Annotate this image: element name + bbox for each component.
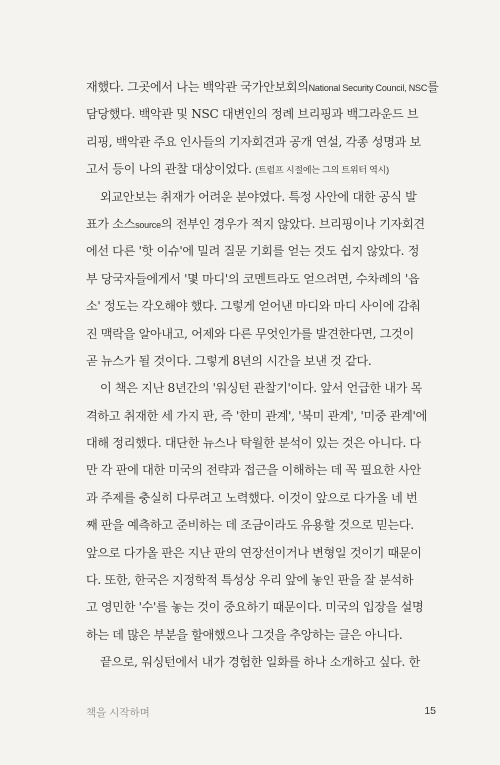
line-text: 끝으로, 워싱턴에서 내가 경험한 일화를 하나 소개하고 싶다. 한 (100, 655, 421, 670)
line-text: 담당했다. 백악관 및 NSC 대변인의 정례 브리핑과 백그라운드 브 (86, 107, 419, 122)
running-footer-title: 책을 시작하며 (86, 707, 150, 719)
line-text: 곧 뉴스가 될 것이다. 그렇게 8년의 시간을 보낸 것 같다. (86, 353, 372, 368)
line-text: 만 각 판에 대한 미국의 전략과 접근을 이해하는 데 꼭 필요한 사안 (86, 463, 421, 478)
line-text: 이 책은 지난 8년간의 '워싱턴 관찰기'이다. 앞서 언급한 내가 목 (100, 381, 423, 396)
text-line (86, 457, 436, 484)
text-line (86, 348, 436, 375)
line-text: 다. 또한, 한국은 지정학적 특성상 우리 앞에 놓인 판을 잘 분석하 (86, 573, 414, 588)
line-text: 앞으로 다가올 판은 지난 판의 연장선이거나 변형일 것이기 때문이 (86, 545, 422, 560)
text-line (86, 622, 436, 649)
inline-annotation: (트럼프 시절에는 그의 트위터 역시) (255, 165, 389, 176)
line-text: 격하고 취재한 세 가지 판, 즉 '한미 관계', '북미 관계', '미중 관계'에 (86, 408, 427, 423)
line-text: 외교안보는 취재가 어려운 분야였다. 특정 사안에 대한 공식 발 (100, 189, 417, 204)
line-text: 표가 소스 (86, 216, 136, 231)
text-line (86, 74, 439, 101)
text-line (86, 594, 436, 621)
line-text: 과 주제를 충실히 다루려고 노력했다. 이것이 앞으로 다가올 네 번 (86, 490, 418, 505)
text-line (86, 375, 436, 402)
line-text-after: 의 전부인 경우가 적지 않았다. 브리핑이나 기자회견 (160, 216, 425, 231)
text-line (86, 211, 436, 238)
text-line (86, 512, 436, 539)
text-line (86, 266, 436, 293)
text-line (86, 430, 436, 457)
line-text: 리핑, 백악관 주요 인사들의 기자회견과 공개 연설, 각종 성명과 보 (86, 134, 421, 149)
line-text: 재했다. 그곳에서 나는 백악관 국가안보회의 (86, 80, 309, 94)
text-line (86, 238, 436, 265)
text-line (86, 403, 436, 430)
text-line (86, 321, 436, 348)
inline-annotation: source (135, 219, 161, 230)
line-text: 고 영민한 '수'를 놓는 것이 중요하기 때문이다. 미국의 입장을 설명 (86, 600, 424, 615)
line-text: 하는 데 많은 부분을 할애했으나 그것을 추앙하는 글은 아니다. (86, 627, 403, 642)
text-line (86, 156, 436, 183)
line-text: 대해 정리했다. 대단한 뉴스나 탁월한 분석이 있는 것은 아니다. 다 (86, 436, 421, 451)
line-text: 부 당국자들에게서 '몇 마디'의 코멘트라도 얻으려면, 수차례의 '읍 (86, 271, 420, 286)
line-text-after: 를 (427, 80, 439, 94)
line-text: 고서 등이 나의 관찰 대상이었다. (86, 162, 256, 177)
text-line (86, 649, 436, 676)
body-text (86, 74, 439, 677)
line-text: 소' 정도는 각오해야 했다. 그렇게 얻어낸 마디와 마디 사이에 감춰 (86, 299, 421, 314)
text-line (86, 129, 436, 156)
text-line (86, 485, 436, 512)
line-text: 진 맥락을 알아내고, 어제와 다른 무엇인가를 발견한다면, 그것이 (86, 326, 414, 341)
line-text: 째 판을 예측하고 준비하는 데 조금이라도 유용할 것으로 믿는다. (86, 518, 414, 533)
text-line (86, 567, 436, 594)
text-line (86, 101, 436, 128)
inline-annotation: National Security Council, NSC (308, 83, 428, 93)
text-line (86, 293, 436, 320)
text-line (86, 184, 436, 211)
line-text: 에선 다른 '핫 이슈'에 밀려 질문 기회를 얻는 것도 쉽지 않았다. 정 (86, 244, 420, 259)
page-number: 15 (424, 705, 436, 717)
text-line (86, 540, 436, 567)
